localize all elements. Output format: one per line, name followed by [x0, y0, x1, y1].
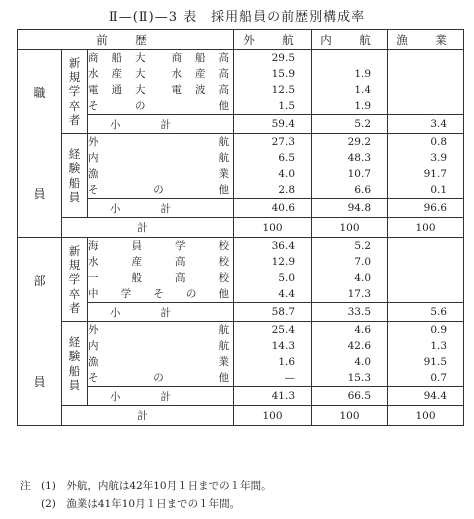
- row-label: [88, 370, 233, 386]
- values-fishing: [388, 134, 464, 199]
- row-label-char: 校: [218, 256, 229, 268]
- row-label-char: 海: [88, 240, 99, 252]
- row-label-char: 商: [88, 52, 99, 64]
- row-label-char: 内: [88, 152, 99, 164]
- header-background: 前 歴: [18, 30, 234, 50]
- row-label-char: の: [153, 184, 164, 196]
- value-cell: 1.4: [354, 84, 372, 96]
- row-label-char: 高: [218, 84, 229, 96]
- values-fishing: [388, 238, 464, 303]
- value-cell: 1.5: [278, 100, 296, 112]
- group-label: 新 規 学 卒 者: [62, 50, 88, 134]
- header-fishing: 漁 業: [388, 30, 464, 50]
- row-label-char: の: [135, 100, 146, 112]
- value-cell: 1.9: [354, 100, 372, 112]
- row-label-char: 学: [175, 240, 186, 252]
- row-label: [88, 82, 233, 98]
- row-label: [88, 338, 233, 354]
- row-label: [88, 98, 233, 114]
- row-label-char: 他: [218, 288, 229, 300]
- value-cell: [388, 270, 447, 286]
- row-label-char: 高: [175, 272, 186, 284]
- value-cell: 14.3: [271, 340, 296, 352]
- subtotal-fishing: 96.6: [388, 199, 464, 218]
- row-label-char: 般: [131, 272, 142, 284]
- row-label-char: 波: [195, 84, 206, 96]
- row-label-char: 船: [195, 52, 206, 64]
- row-label-char: 漁: [88, 356, 99, 368]
- value-cell: 10.7: [347, 168, 372, 180]
- value-cell: 15.9: [271, 68, 296, 80]
- value-cell: 91.5: [423, 356, 448, 368]
- row-label: [88, 322, 233, 338]
- values-coastal: [312, 238, 388, 303]
- subtotal-label: 小計: [88, 115, 234, 134]
- row-label-char: 航: [218, 136, 230, 148]
- value-cell: 5.0: [278, 272, 296, 284]
- value-cell: 6.5: [278, 152, 296, 164]
- value-cell: 12.5: [271, 84, 296, 96]
- value-cell: [388, 66, 447, 82]
- row-label-char: 高: [218, 68, 229, 80]
- value-cell: 5.2: [354, 240, 372, 252]
- row-label-char: 員: [131, 240, 142, 252]
- row-label-char: そ: [88, 184, 99, 196]
- row-label-char: 航: [218, 340, 230, 352]
- row-label-char: 航: [218, 152, 230, 164]
- value-cell: 7.0: [354, 256, 372, 268]
- row-label-char: 他: [218, 372, 229, 384]
- row-label: [88, 354, 233, 370]
- header-coastal: 内 航: [312, 30, 388, 50]
- total-row: [18, 218, 464, 238]
- value-cell: [388, 50, 447, 66]
- group-row: [18, 322, 464, 387]
- value-cell: 29.5: [271, 52, 296, 64]
- subtotal-foreign: 59.4: [234, 115, 312, 134]
- subtotal-coastal: 5.2: [312, 115, 388, 134]
- subtotal-fishing: 3.4: [388, 115, 464, 134]
- row-label-char: 水: [171, 68, 182, 80]
- value-cell: 36.4: [271, 240, 296, 252]
- table-title: Ⅱ—(Ⅱ)—3 表 採用船員の前歴別構成率: [108, 10, 366, 25]
- values-fishing: [388, 50, 464, 115]
- value-cell: [388, 254, 447, 270]
- row-label: [88, 50, 233, 66]
- row-label-char: 水: [88, 68, 99, 80]
- row-label-char: そ: [153, 288, 164, 300]
- row-labels: [88, 322, 234, 387]
- row-label: [88, 166, 233, 182]
- composition-table: [17, 29, 464, 426]
- value-cell: 42.6: [347, 340, 372, 352]
- row-label-char: 電: [171, 84, 182, 96]
- value-cell: 0.1: [430, 184, 448, 196]
- row-label-char: 内: [88, 340, 99, 352]
- row-label-char: 中: [88, 288, 99, 300]
- subtotal-foreign: 58.7: [234, 303, 312, 322]
- header-foreign: 外 航: [234, 30, 312, 50]
- row-label-char: 他: [218, 184, 229, 196]
- row-label-char: 学: [120, 288, 132, 300]
- total-foreign: 100: [234, 406, 312, 426]
- row-label-char: 電: [88, 84, 99, 96]
- row-label-char: 業: [218, 168, 230, 180]
- value-cell: [312, 50, 371, 66]
- value-cell: 1.3: [430, 340, 448, 352]
- value-cell: 25.4: [271, 324, 296, 336]
- value-cell: [388, 82, 447, 98]
- values-foreign: [234, 238, 312, 303]
- note-1: 注 (1) 外航，内航は42年10月１日までの１年間。: [20, 480, 272, 492]
- row-label-char: 業: [218, 356, 230, 368]
- group-row: [18, 238, 464, 303]
- row-label-char: 商: [171, 52, 182, 64]
- value-cell: 4.0: [278, 168, 296, 180]
- total-fishing: 100: [388, 406, 464, 426]
- subtotal-label: 小計: [88, 387, 234, 406]
- row-label-char: 産: [131, 256, 142, 268]
- total-coastal: 100: [312, 406, 388, 426]
- row-label-char: の: [153, 372, 164, 384]
- row-label: [88, 150, 233, 166]
- row-label: [88, 134, 233, 150]
- row-label: [88, 254, 233, 270]
- row-label: [88, 286, 233, 302]
- value-cell: 0.7: [430, 372, 448, 384]
- row-label: [88, 182, 233, 198]
- row-label-char: 高: [175, 256, 186, 268]
- subtotal-foreign: 40.6: [234, 199, 312, 218]
- table-body: [18, 50, 464, 426]
- value-cell: [388, 286, 447, 302]
- value-cell: 29.2: [347, 136, 372, 148]
- group-label: 新 規 学 卒 者: [62, 238, 88, 322]
- group-label: 経 験 船 員: [62, 322, 88, 406]
- row-label: [88, 238, 233, 254]
- row-label-char: 高: [218, 52, 229, 64]
- subtotal-label: 小計: [88, 199, 234, 218]
- row-label: [88, 270, 233, 286]
- row-label-char: 航: [218, 324, 230, 336]
- subtotal-coastal: 66.5: [312, 387, 388, 406]
- row-label-char: そ: [88, 372, 99, 384]
- value-cell: 1.9: [354, 68, 372, 80]
- note-2: (2) 漁業は41年10月１日までの１年間。: [20, 498, 241, 510]
- group-row: [18, 50, 464, 115]
- row-labels: [88, 238, 234, 303]
- row-label-char: 外: [88, 324, 99, 336]
- row-label-char: の: [185, 288, 197, 300]
- values-coastal: [312, 134, 388, 199]
- value-cell: 3.9: [430, 152, 448, 164]
- row-labels: [88, 50, 234, 115]
- row-label-char: 大: [135, 52, 146, 64]
- row-label-char: 産: [195, 68, 206, 80]
- value-cell: —: [284, 372, 296, 384]
- value-cell: 1.6: [278, 356, 296, 368]
- section-label: 部 員: [18, 238, 62, 426]
- group-label: 経 験 船 員: [62, 134, 88, 218]
- value-cell: 17.3: [347, 288, 372, 300]
- row-label-char: 外: [88, 136, 99, 148]
- total-coastal: 100: [312, 218, 388, 238]
- value-cell: 15.3: [347, 372, 372, 384]
- total-foreign: 100: [234, 218, 312, 238]
- row-labels: [88, 134, 234, 199]
- row-label-char: 校: [218, 272, 229, 284]
- subtotal-fishing: 94.4: [388, 387, 464, 406]
- values-foreign: [234, 322, 312, 387]
- value-cell: 2.8: [278, 184, 296, 196]
- header-row: [18, 30, 464, 50]
- total-label: 計: [62, 406, 234, 426]
- value-cell: 27.3: [271, 136, 296, 148]
- values-foreign: [234, 50, 312, 115]
- value-cell: 4.0: [354, 356, 372, 368]
- row-label-char: 船: [111, 52, 122, 64]
- row-label-char: 校: [218, 240, 229, 252]
- row-label-char: 漁: [88, 168, 99, 180]
- value-cell: 4.4: [278, 288, 296, 300]
- row-label-char: 一: [88, 272, 99, 284]
- row-label-char: 他: [218, 100, 229, 112]
- value-cell: 0.8: [430, 136, 448, 148]
- value-cell: 91.7: [423, 168, 448, 180]
- row-label-char: 通: [111, 84, 122, 96]
- row-label-char: 産: [111, 68, 122, 80]
- total-label: 計: [62, 218, 234, 238]
- subtotal-foreign: 41.3: [234, 387, 312, 406]
- values-coastal: [312, 322, 388, 387]
- value-cell: 0.9: [430, 324, 448, 336]
- value-cell: [388, 238, 447, 254]
- values-fishing: [388, 322, 464, 387]
- total-row: [18, 406, 464, 426]
- value-cell: 4.6: [354, 324, 372, 336]
- row-label-char: 水: [88, 256, 99, 268]
- subtotal-coastal: 33.5: [312, 303, 388, 322]
- values-coastal: [312, 50, 388, 115]
- subtotal-label: 小計: [88, 303, 234, 322]
- subtotal-fishing: 5.6: [388, 303, 464, 322]
- row-label: [88, 66, 233, 82]
- value-cell: 48.3: [347, 152, 372, 164]
- row-label-char: 大: [135, 68, 146, 80]
- value-cell: 6.6: [354, 184, 372, 196]
- row-label-char: 大: [135, 84, 146, 96]
- value-cell: 4.0: [354, 272, 372, 284]
- total-fishing: 100: [388, 218, 464, 238]
- value-cell: 12.9: [271, 256, 296, 268]
- subtotal-coastal: 94.8: [312, 199, 388, 218]
- values-foreign: [234, 134, 312, 199]
- row-label-char: そ: [88, 100, 99, 112]
- group-row: [18, 134, 464, 199]
- section-label: 職 員: [18, 50, 62, 238]
- value-cell: [388, 98, 447, 114]
